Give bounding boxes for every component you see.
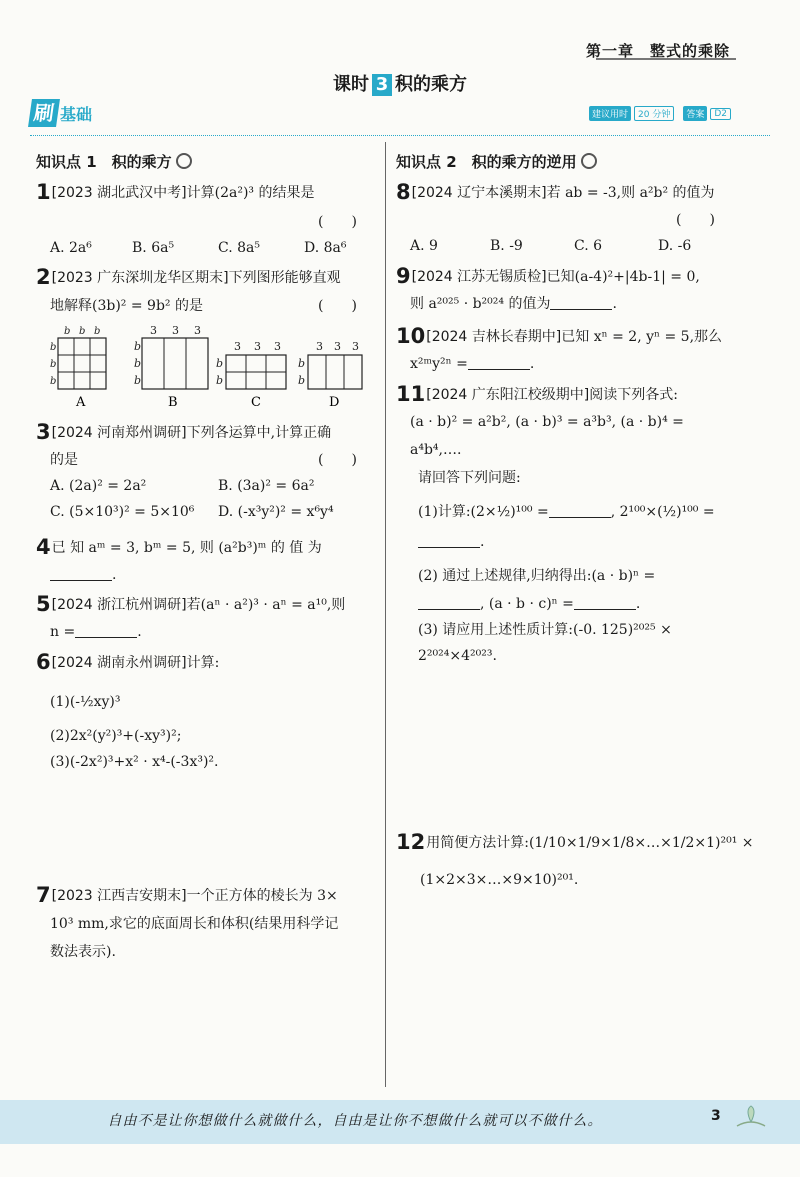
q3-options-row1 — [50, 474, 314, 498]
svg-text:b: b — [134, 374, 142, 387]
q8-option-b: B. -9 — [490, 238, 523, 254]
q2-number: 2 — [36, 265, 51, 289]
q11-text-cont: (a · b)² = a²b², (a · b)³ = a³b³, (a · b)⁴ = — [410, 414, 684, 430]
q12-text: 用简便方法计算:(1/10×1/9×1/8×…×1/2×1)²⁰¹ × — [426, 835, 754, 851]
q9-tail: . — [612, 296, 617, 312]
brand-label: 基础 — [60, 104, 93, 124]
q1-option-d: D. 8a⁶ — [304, 240, 347, 256]
q11-part-1-text: (1)计算:(2×½)¹⁰⁰ = — [418, 504, 549, 520]
q11-part-3-cont: 2²⁰²⁴×4²⁰²³. — [418, 648, 497, 664]
q6-item-1: (1)(-½xy)³ — [50, 694, 121, 710]
q11-part-1-text-b: , 2¹⁰⁰×(½)¹⁰⁰ = — [610, 504, 715, 520]
q11-part-1-cont: . — [418, 530, 484, 554]
q11-part-2-blank-2[interactable] — [574, 595, 636, 610]
question-3 — [36, 420, 331, 445]
q11-source: [2024 广东阳江校级期中] — [426, 387, 590, 403]
q3-option-d: D. (-x³y²)² = x⁶y⁴ — [218, 504, 334, 520]
chapter-header: 第一章 整式的乘除 — [585, 42, 730, 60]
question-5 — [36, 592, 345, 617]
answer-label: 答案 — [683, 106, 707, 121]
footer-motto: 自由不是让你想做什么就做什么，自由是让你不想做什么就可以不做什么。 — [107, 1113, 603, 1129]
svg-text:3: 3 — [234, 340, 241, 353]
svg-text:b: b — [64, 326, 71, 337]
q11-text: 阅读下列各式: — [589, 387, 678, 403]
q6-text: 计算: — [186, 655, 220, 671]
brand-rule — [30, 135, 770, 136]
question-9 — [396, 264, 700, 289]
svg-text:b: b — [79, 326, 86, 337]
figure-b-label: B — [168, 395, 178, 410]
q8-number: 8 — [396, 180, 411, 204]
q7-source: [2023 江西吉安期末] — [51, 888, 187, 904]
q7-number: 7 — [36, 883, 51, 907]
question-2 — [36, 265, 341, 290]
svg-text:3: 3 — [352, 340, 359, 353]
figure-a — [50, 326, 106, 389]
figure-b — [134, 324, 208, 389]
q10-text-cont: x²ᵐy²ⁿ = — [410, 356, 468, 372]
q3-answer-paren: ( ) — [318, 452, 357, 468]
q8-answer-paren: ( ) — [676, 212, 715, 228]
q11-number: 11 — [396, 382, 426, 406]
section-2-label: 知识点 2 积的乘方的逆用 — [396, 153, 577, 171]
svg-text:b: b — [50, 376, 57, 387]
q5-answer-blank[interactable] — [75, 623, 137, 638]
column-divider — [385, 142, 386, 1087]
q8-option-d: D. -6 — [658, 238, 692, 254]
target-icon — [581, 153, 597, 169]
q3-option-c: C. (5×10³)² = 5×10⁶ — [50, 504, 195, 520]
q3-text-cont: 的是 — [50, 452, 78, 468]
q11-part-2-cont: , (a · b · c)ⁿ = . — [418, 592, 640, 616]
q1-number: 1 — [36, 180, 51, 204]
q4-text: 已 知 aᵐ = 3, bᵐ = 5, 则 (a²b³)ᵐ 的 值 为 — [51, 540, 322, 556]
q12-text-cont: (1×2×3×…×9×10)²⁰¹. — [420, 872, 579, 888]
q6-number: 6 — [36, 650, 51, 674]
question-10 — [396, 324, 722, 349]
svg-text:3: 3 — [194, 324, 201, 337]
time-value: 20 分钟 — [634, 106, 674, 121]
q4-answer-blank[interactable] — [50, 566, 112, 581]
q8-option-c: C. 6 — [574, 238, 603, 254]
q11-part-2-blank[interactable] — [418, 595, 480, 610]
svg-text:3: 3 — [150, 324, 157, 337]
q10-text: 已知 xⁿ = 2, yⁿ = 5,那么 — [561, 329, 723, 345]
question-8 — [396, 180, 715, 205]
q5-number: 5 — [36, 592, 51, 616]
section-2-title — [396, 150, 597, 174]
q8-options — [410, 234, 691, 258]
figure-a-label: A — [76, 395, 86, 410]
q9-text-cont: 则 a²⁰²⁵ · b²⁰²⁴ 的值为 — [410, 296, 551, 312]
q8-text: 若 ab = -3,则 a²b² 的值为 — [546, 185, 715, 201]
figure-c-label: C — [251, 395, 261, 410]
page-number: 3 — [711, 1108, 721, 1124]
section-1-title — [36, 150, 192, 174]
q10-answer-blank[interactable] — [468, 355, 530, 370]
svg-text:b: b — [50, 342, 57, 353]
q2-source: [2023 广东深圳龙华区期末] — [51, 270, 229, 286]
q12-number: 12 — [396, 830, 426, 854]
q1-option-b: B. 6a⁵ — [132, 240, 175, 256]
q8-option-a: A. 9 — [410, 238, 438, 254]
sprout-icon — [733, 1102, 769, 1132]
q8-source: [2024 辽宁本溪期末] — [411, 185, 547, 201]
svg-text:3: 3 — [274, 340, 281, 353]
q11-part-1-blank-2[interactable] — [418, 533, 480, 548]
lesson-prefix: 课时 — [333, 74, 369, 95]
q6-item-2: (2)2x²(y²)³+(-xy³)²; — [50, 728, 182, 744]
q10-number: 10 — [396, 324, 426, 348]
q5-tail: . — [137, 624, 142, 640]
svg-text:b: b — [50, 359, 57, 370]
time-label: 建议用时 — [589, 106, 631, 121]
target-icon — [176, 153, 192, 169]
lesson-number: 3 — [372, 74, 392, 96]
q2-answer-paren: ( ) — [318, 298, 357, 314]
q11-part-3: (3) 请应用上述性质计算:(-0. 125)²⁰²⁵ × — [418, 622, 672, 638]
q1-source: [2023 湖北武汉中考] — [51, 185, 187, 201]
q5-variable: n = — [50, 624, 76, 640]
brand-mark: 刷 — [28, 99, 60, 127]
q6-item-3: (3)(-2x²)³+x² · x⁴-(-3x³)². — [50, 754, 219, 770]
q11-part-2: (2) 通过上述规律,归纳得出:(a · b)ⁿ = — [418, 568, 656, 584]
q5-text: 若(aⁿ · a²)³ · aⁿ = a¹⁰,则 — [186, 597, 346, 613]
q9-answer-blank[interactable] — [550, 295, 612, 310]
question-1 — [36, 180, 315, 205]
svg-text:b: b — [298, 357, 306, 370]
q5-answer-line — [50, 620, 142, 644]
svg-text:3: 3 — [334, 340, 341, 353]
q1-text: 计算(2a²)³ 的结果是 — [186, 185, 315, 201]
figure-d — [298, 340, 362, 389]
q11-text-cont2: a⁴b⁴,…. — [410, 442, 462, 458]
q3-options-row2 — [50, 500, 334, 524]
svg-text:b: b — [298, 374, 306, 387]
q3-option-b: B. (3a)² = 6a² — [218, 478, 315, 494]
q3-option-a: A. (2a)² = 2a² — [50, 478, 147, 494]
svg-text:b: b — [216, 374, 224, 387]
svg-text:b: b — [94, 326, 101, 337]
lesson-name: 积的乘方 — [395, 74, 467, 95]
svg-text:3: 3 — [172, 324, 179, 337]
q7-text-cont: 10³ mm,求它的底面周长和体积(结果用科学记 — [50, 916, 339, 932]
q11-part-1-blank[interactable] — [549, 503, 611, 518]
brand-logo — [30, 98, 92, 128]
question-4 — [36, 535, 322, 560]
q2-figures — [44, 322, 364, 410]
q2-text: 下列图形能够直观 — [228, 270, 341, 286]
question-12 — [396, 830, 753, 855]
figure-c — [216, 340, 286, 389]
q2-text-cont: 地解释(3b)² = 9b² 的是 — [50, 298, 203, 314]
q4-number: 4 — [36, 535, 51, 559]
figure-d-label: D — [329, 395, 340, 410]
svg-text:3: 3 — [316, 340, 323, 353]
q1-option-c: C. 8a⁵ — [218, 240, 260, 256]
answer-code: D2 — [710, 108, 731, 120]
q11-part-2-text-b: , (a · b · c)ⁿ = — [480, 596, 574, 612]
time-suggestion — [589, 106, 731, 121]
question-11 — [396, 382, 678, 407]
q1-options — [50, 236, 347, 260]
q7-text-cont2: 数法表示). — [50, 944, 116, 960]
q10-source: [2024 吉林长春期中] — [426, 329, 562, 345]
q4-answer-line — [50, 563, 116, 587]
q3-source: [2024 河南郑州调研] — [51, 425, 187, 441]
q10-tail: . — [529, 356, 535, 372]
q9-text: 已知(a-4)²+|4b-1| = 0, — [546, 269, 700, 285]
header-rule — [596, 58, 736, 60]
q9-answer-line — [410, 292, 617, 316]
q3-text: 下列各运算中,计算正确 — [186, 425, 332, 441]
q6-source: [2024 湖南永州调研] — [51, 655, 187, 671]
svg-text:b: b — [134, 340, 142, 353]
svg-text:b: b — [134, 357, 142, 370]
question-6 — [36, 650, 219, 675]
q9-number: 9 — [396, 264, 411, 288]
q5-source: [2024 浙江杭州调研] — [51, 597, 187, 613]
lesson-title — [0, 70, 800, 96]
q1-answer-paren: ( ) — [318, 214, 357, 230]
q3-number: 3 — [36, 420, 51, 444]
section-1-label: 知识点 1 积的乘方 — [36, 153, 172, 171]
q4-tail: . — [112, 567, 117, 583]
question-7 — [36, 883, 338, 908]
svg-text:b: b — [216, 357, 224, 370]
q11-part-1 — [418, 500, 715, 524]
svg-text:3: 3 — [254, 340, 261, 353]
q1-option-a: A. 2a⁶ — [50, 240, 92, 256]
q10-answer-line — [410, 352, 534, 376]
q11-prompt: 请回答下列问题: — [418, 470, 521, 486]
q9-source: [2024 江苏无锡质检] — [411, 269, 547, 285]
q7-text: 一个正方体的棱长为 3× — [186, 888, 338, 904]
